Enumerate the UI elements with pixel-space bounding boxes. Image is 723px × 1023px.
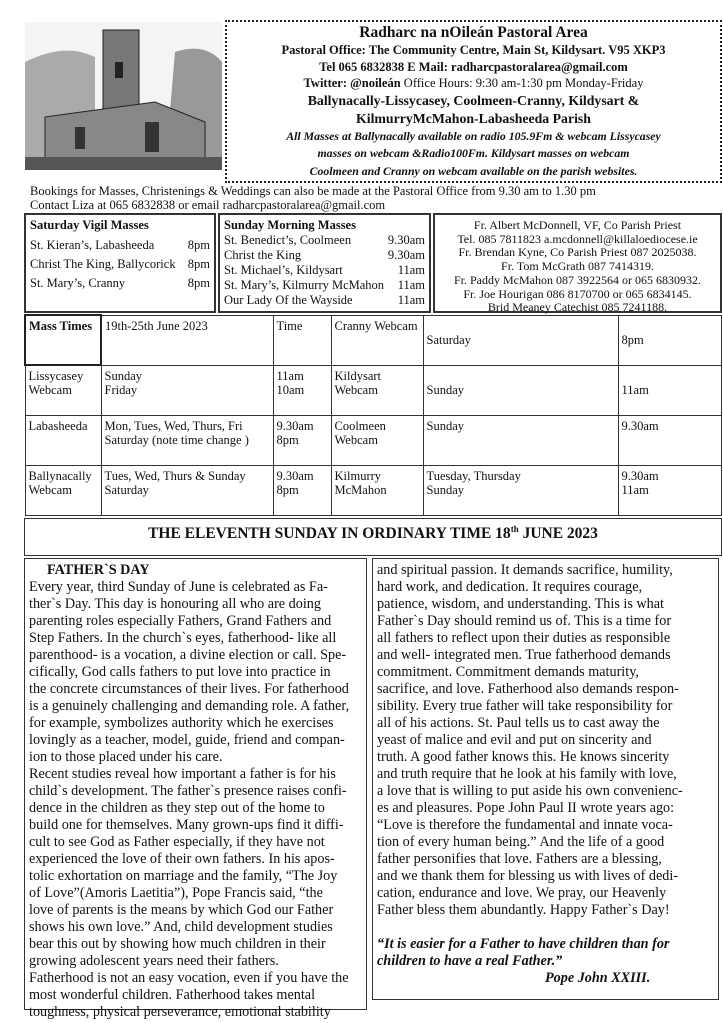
mass-table-cell: Kilmurry McMahon (331, 465, 423, 515)
article-line: dence in the children as they step out of the home to (29, 800, 325, 816)
quote-line: children to have a real Father.” (377, 953, 563, 969)
article-line: cult to see God as Father especially, if they have not (29, 834, 325, 850)
mass-time: 8pm (187, 237, 210, 252)
article-line: tion of every human being.” And the life of a good (377, 834, 665, 850)
mass-table-cell: 11am 10am (273, 365, 331, 415)
article-line: Recent studies reveal how important a father is for his (29, 766, 336, 782)
mass-table-cell: 9.30am 8pm (273, 465, 331, 515)
mass-listing (224, 278, 425, 293)
mass-listing (30, 236, 210, 255)
mass-table-cell: Tuesday, Thursday Sunday (423, 465, 618, 515)
article-line: ther`s Day. This day is honouring all who are doing (29, 596, 321, 612)
parish-names-2: KilmurryMcMahon-Labasheeda Parish (356, 110, 591, 126)
article-line: all of his actions. St. Paul tells us to cast away the (377, 715, 660, 731)
mass-table-cell: 9.30am (618, 415, 722, 465)
article-line: yeast of malice and evil and put on sincerity and (377, 732, 652, 748)
mass-table-cell: 11am (618, 365, 722, 415)
mass-table-cell: 9.30am 8pm (273, 415, 331, 465)
article-line: love of parents is the means by which God our Father (29, 902, 334, 918)
mass-table-cell: 19th-25th June 2023 (101, 315, 273, 365)
mass-listing (30, 255, 210, 274)
clergy-line: Brid Meaney Catechist 085 7241188. (487, 300, 668, 315)
article-line: for example, symbolizes authority which he exercises (29, 715, 334, 731)
contact-line: Contact Liza at 065 6832838 or email radharcpastoralarea@gmail.com (30, 198, 386, 212)
clergy-line: Tel. 085 7811823 a.mcdonnell@killaloediocese.ie (457, 231, 698, 246)
parish-names-1: Ballynacally-Lissycasey, Coolmeen-Cranny, Kildysart & (307, 92, 640, 108)
mass-table-cell: Mon, Tues, Wed, Thurs, Fri Saturday (note time change ) (101, 415, 273, 465)
mass-table-row (25, 465, 722, 515)
article-line: es and pleasures. Pope John Paul II wrote years ago: (377, 800, 675, 816)
article-heading: FATHER`S DAY (47, 562, 150, 578)
article-line: parenting roles especially Fathers, Grand Fathers and (29, 613, 332, 629)
article-left-column (24, 558, 367, 1020)
mass-table-header-row (25, 315, 722, 365)
article-line: a love that is willing to put aside his own convenienc- (377, 783, 683, 799)
article-line: Fatherhood is not an easy vocation, even if you have the (29, 970, 349, 986)
broadcast-info-3: Coolmeen and Cranny on webcam available on the parish websites. (309, 163, 638, 178)
mass-time: 8pm (187, 256, 210, 271)
article-line: cifically, God calls fathers to put love into practice in (29, 664, 331, 680)
article-line: is a genuinely challenging and demanding role. A father, (29, 698, 350, 714)
article-line: growing adolescent years need their fathers. (29, 953, 279, 969)
article-line: truth. A good father knows this. He knows sincerity (377, 749, 670, 765)
sunday-title: Sunday Morning Masses (224, 218, 356, 232)
article-line: experienced the love of their own fathers. In his apos- (29, 851, 335, 867)
twitter-handle: Twitter: @noileán (303, 76, 401, 90)
clergy-line: Fr. Joe Hourigan 086 8170700 or 065 6834145. (463, 286, 692, 301)
mass-listing (224, 293, 425, 308)
mass-time: 11am (397, 293, 425, 307)
mass-table-cell: Tues, Wed, Thurs & Sunday Saturday (101, 465, 273, 515)
article-line: parenthood- is a vocation, a divine election or call. Spe- (29, 647, 347, 663)
mass-place: St. Benedict’s, Coolmeen (224, 233, 352, 247)
office-hours: Office Hours: 9:30 am-1:30 pm Monday-Friday (400, 76, 644, 90)
mass-place: St. Michael’s, Kildysart (224, 263, 343, 277)
mass-time: 9.30am (387, 233, 425, 247)
article-line: ion to those placed under his care. (29, 749, 223, 765)
article-line: sibility. Every true father will take responsibility for (377, 698, 673, 714)
article-line: toughness, physical perseverance, emotional stability (29, 1004, 331, 1020)
article-line: child`s development. The father`s presence raises confi- (29, 783, 347, 799)
article-line: most wonderful children. Fatherhood takes mental (29, 987, 316, 1003)
clergy-line: Fr. Paddy McMahon 087 3922564 or 065 6830932. (454, 272, 701, 287)
quote-line: “It is easier for a Father to have children than for (377, 936, 670, 952)
article-line: and spiritual passion. It demands sacrifice, humility, (377, 562, 673, 578)
office-address: Pastoral Office: The Community Centre, Main St, Kildysart. V95 XKP3 (281, 43, 666, 57)
clergy-box (433, 213, 722, 313)
mass-table-cell: Sunday Friday (101, 365, 273, 415)
bookings-notice (30, 184, 596, 212)
mass-table-cell: Cranny Webcam (331, 315, 423, 365)
mass-table-cell: 8pm (618, 315, 722, 365)
mass-table-cell: Mass Times (25, 315, 101, 365)
mass-listing (224, 248, 425, 263)
mass-place: St. Mary’s, Cranny (30, 275, 126, 290)
article-line: build one for themselves. Many grown-ups find it diffi- (29, 817, 344, 833)
mass-listing (30, 274, 210, 293)
article-line: bear this out by showing how much children in their (29, 936, 326, 952)
mass-table-cell: 9.30am 11am (618, 465, 722, 515)
mass-table-row (25, 415, 722, 465)
quote-author: Pope John XXIII. (545, 970, 651, 986)
article-line: hard work, and dedication. It requires courage, (377, 579, 643, 595)
sunday-title-sup: th (510, 524, 519, 534)
article-line: tolic exhortation on marriage and the family, “The Joy (29, 868, 338, 884)
saturday-vigil-box (24, 213, 216, 313)
mass-time: 11am (397, 263, 425, 277)
article-line: cation, endurance and love. We pray, our Heavenly (377, 885, 667, 901)
mass-place: Christ the King (224, 248, 302, 262)
article-line: Step Fathers. In the church`s eyes, fatherhood- like all (29, 630, 337, 646)
article-line: patience, wisdom, and understanding. This is what (377, 596, 664, 612)
mass-table-cell: Sunday (423, 365, 618, 415)
mass-time: 8pm (187, 275, 210, 290)
sunday-title-banner (24, 518, 722, 556)
mass-table-cell: Coolmeen Webcam (331, 415, 423, 465)
article-line: “Love is therefore the fundamental and innate voca- (377, 817, 673, 833)
church-tower-illustration (25, 22, 222, 170)
article-right-column (372, 558, 719, 1000)
mass-table-cell: Ballynacally Webcam (25, 465, 101, 515)
article-line: Father`s Day should remind us of. This is a time for (377, 613, 672, 629)
sunday-title-date: JUNE 2023 (518, 525, 598, 543)
mass-place: St. Kieran’s, Labasheeda (30, 237, 155, 252)
article-line: shows his own love.” And, child development studies (29, 919, 333, 935)
clergy-line: Fr. Albert McDonnell, VF, Co Parish Priest (473, 218, 682, 232)
article-line: the concrete circumstances of their lives. For fatherhood (29, 681, 349, 697)
article-line: and truth require that he look at his family with love, (377, 766, 677, 782)
mass-times-table (24, 314, 722, 516)
mass-listing (224, 233, 425, 248)
article-line: and we thank them for blessing us with lives of dedi- (377, 868, 679, 884)
article-line: father personifies that love. Fathers are a blessing, (377, 851, 662, 867)
article-line: lovingly as a teacher, model, guide, friend and compan- (29, 732, 345, 748)
broadcast-info-1: All Masses at Ballynacally available on radio 105.9Fm & webcam Lissycasey (286, 128, 661, 143)
mass-table-cell: Kildysart Webcam (331, 365, 423, 415)
mass-time: 11am (397, 278, 425, 292)
mass-table-cell: Sunday (423, 415, 618, 465)
mass-place: St. Mary’s, Kilmurry McMahon (224, 278, 385, 292)
clergy-line: Fr. Brendan Kyne, Co Parish Priest 087 2025038. (458, 245, 697, 260)
bookings-line: Bookings for Masses, Christenings & Weddings can also be made at the Pastoral Office from 9.30 am to 1.30 pm (30, 184, 596, 198)
article-line: Father bless them abundantly. Happy Father`s Day! (377, 902, 670, 918)
article-line: of Love”(Amoris Laetitia”), Pope Francis said, “the (29, 885, 323, 901)
article-line: Every year, third Sunday of June is celebrated as Fa- (29, 579, 328, 595)
clergy-line: Fr. Tom McGrath 087 7414319. (501, 259, 654, 274)
mass-place: Our Lady Of the Wayside (224, 293, 353, 307)
article-line: all fathers to reflect upon their duties as responsible (377, 630, 671, 646)
article-line: commitment. Commitment demands maturity, (377, 664, 639, 680)
mass-table-row (25, 365, 722, 415)
sunday-title: THE ELEVENTH SUNDAY IN ORDINARY TIME 18 (148, 525, 511, 543)
office-contact: Tel 065 6832838 E Mail: radharcpastoralarea@gmail.com (319, 59, 628, 74)
mass-place: Christ The King, Ballycorick (30, 256, 176, 271)
vigil-title: Saturday Vigil Masses (30, 218, 149, 232)
mass-table-cell: Lissycasey Webcam (25, 365, 101, 415)
sunday-masses-box (218, 213, 431, 313)
mass-table-cell: Labasheeda (25, 415, 101, 465)
article-line: sacrifice, and love. Fatherhood also demands respon- (377, 681, 679, 697)
pastoral-area-header (225, 20, 722, 183)
mass-listing (224, 263, 425, 278)
broadcast-info-2: masses on webcam &Radio100Fm. Kildysart masses on webcam (317, 146, 630, 160)
mass-table-cell: Time (273, 315, 331, 365)
mass-table-cell: Saturday (423, 315, 618, 365)
article-line: and well- integrated men. True fatherhood demands (377, 647, 671, 663)
pastoral-area-title: Radharc na nOileán Pastoral Area (359, 24, 588, 41)
mass-time: 9.30am (387, 248, 425, 262)
